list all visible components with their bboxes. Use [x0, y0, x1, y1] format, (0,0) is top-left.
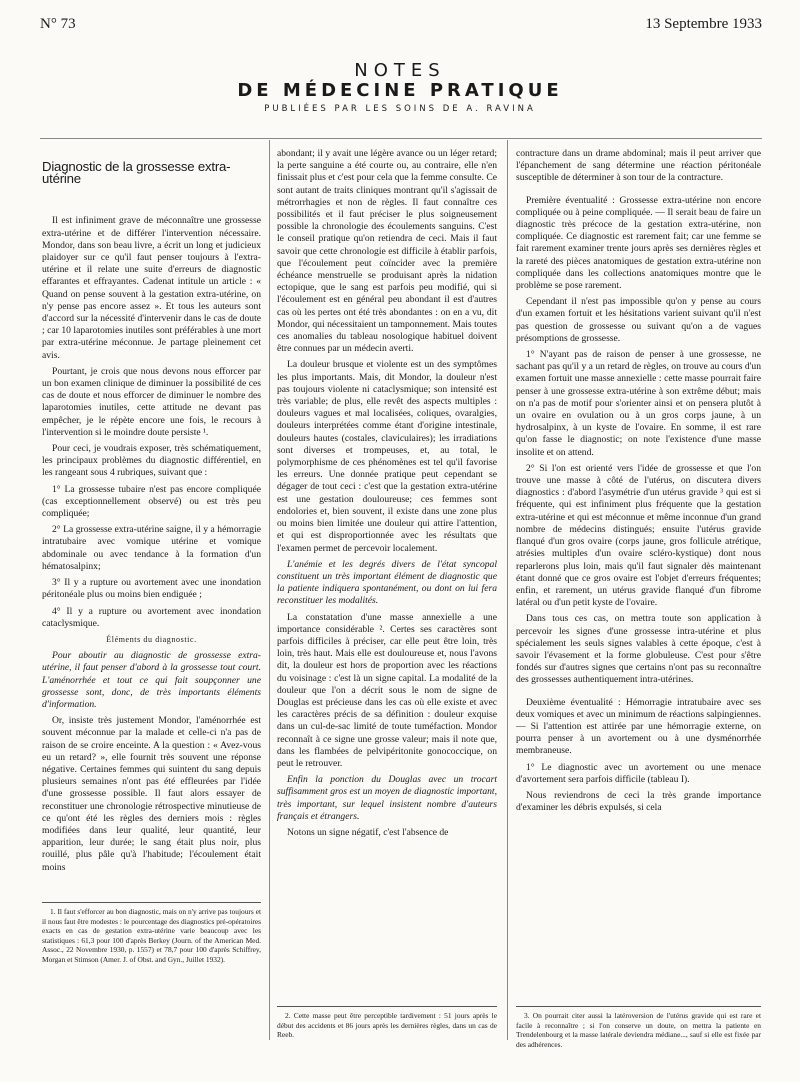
section-heading: Éléments du diagnostic.	[106, 634, 197, 644]
article-title: Diagnostic de la grossesse extra-utérine	[42, 159, 231, 187]
column-3	[516, 148, 761, 818]
paragraph: 2° La grossesse extra-utérine saigne, il y a hémorragie intratubaire avec vomique utérine et vomique abdominale ou avec tendance à la formation d'un hématosalpinx;	[42, 524, 261, 572]
masthead-line2: DE MÉDECINE PRATIQUE	[237, 80, 563, 101]
footnote-text: 2. Cette masse peut être perceptible tardivement : 51 jours après le début des accidents et 86 jours après les dernières règles, dans un cas de Reeb.	[277, 1011, 497, 1040]
issue-number: N° 73	[40, 16, 76, 32]
paragraph: 2° Si l'on est orienté vers l'idée de grossesse et que l'on trouve une masse à côté de l'utérus, on discutera divers diagnostics : d'abord l'asymétrie d'un utérus gravide ³ qui est si fréquente, qui est infiniment plus fréquente que la gestation extra-utérine et qui est méconnue et même inconnue d'un grand nombre de médecins distingués; ensuite l'utérus gravide flanqué d'un gros ovaire (corps jaune, gros follicule atrétique, atrésies multiples d'un ovaire scléro-kystique) dont nous reparlerons plus loin, mais qu'il faut signaler dès maintenant étant donné que ce gros ovaire est l'objet d'erreurs fréquentes; enfin, et rarement, un utérus gravide flanqué d'un fibrome latéral ou d'un petit kyste de l'ovaire.	[516, 462, 761, 609]
paragraph: L'anémie et les degrés divers de l'état syncopal constituent un très important élément de diagnostic que la patiente indiquera spontanément, ou dont on lui fera reconstituer les modalités.	[277, 558, 497, 607]
paragraph: Il est infiniment grave de méconnaître une grossesse extra-utérine et de différer l'intervention nécessaire. Mondor, dans son beau livre, a écrit un long et judicieux plaidoyer sur ce qu'il faut penser toujours à l'extra-utérine et il relate une suite d'erreurs de diagnostic effarantes et effrayantes. Cadenat intitule un article : « Quand on pense souvent à la gestation extra-utérine, on n'y pense pas encore assez ». Et tous les auteurs sont d'accord sur la nécessité d'intervenir dans le cas de doute ; car 10 laparotomies inutiles sont préférables à une mort par extra-utérine méconnue. Je partage pleinement cet avis.	[42, 215, 261, 361]
paragraph: 3° Il y a rupture ou avortement avec une inondation péritonéale plus ou moins bien endiguée ;	[42, 577, 261, 601]
footnote-2	[277, 1006, 497, 1040]
paragraph: La constatation d'une masse annexielle a une importance considérable ². Certes ses caractères sont parfois difficiles à préciser, car elle peut être loin, très loin, très haut. Mais elle est douloureuse et, nous l'avons dit, la douleur est hors de proportion avec les réactions du voisinage : c'est là un signe capital. La modalité de la douleur que l'on a décrit sous le nom de signe de Douglas est précieuse dans les cas où elle existe et avec les caractères précis de sa définition : douleur exquise dans un cul-de-sac limité de toute tuméfaction. Mondor reconnaît à ce signe une grosse valeur; mais il note que, dans les flambées de pelvipéritonite gonococcique, on peut le retrouver.	[277, 611, 497, 769]
paragraph: Cependant il n'est pas impossible qu'on y pense au cours d'un examen fortuit et les hésitations varient suivant qu'il n'est pas question de grossesse ou suivant qu'on a de vagues présomptions de grossesse.	[516, 296, 761, 344]
paragraph: Notons un signe négatif, c'est l'absence de	[287, 826, 449, 838]
paragraph: Enfin la ponction du Douglas avec un trocart suffisamment gros est un moyen de diagnostic important, très important, sur lequel insistent nombre d'auteurs français et étrangers.	[277, 774, 497, 822]
paragraph: 1° Le diagnostic avec un avortement ou une menace d'avortement sera parfois difficile (tableau I).	[516, 761, 761, 785]
paragraph: Pour ceci, je voudrais exposer, très schématiquement, les principaux problèmes du diagnostic différentiel, en les rangeant sous 4 rubriques, suivant que :	[42, 443, 261, 479]
paragraph: Deuxième éventualité : Hémorragie intratubaire avec ses deux vomiques et avec un minimum de réactions salpingiennes. — Si l'attention est attirée par une hémorragie externe, on pourra penser à un avortement ou à une dysménorrhée membraneuse.	[516, 696, 761, 757]
issue-date: 13 Septembre 1933	[645, 16, 762, 32]
footnote-text: 3. On pourrait citer aussi la latéroversion de l'utérus gravide qui est rare et facile à reconnaître ; si l'on conserve un doute, on mettra la patiente en Trendelenbourg et la masse latérale deviendra médiane..., sauf si elle est fixée par des adhérences.	[516, 1011, 761, 1049]
paragraph: Pourtant, je crois que nous devons nous efforcer par un bon examen clinique de diminuer la possibilité de ces cas de doute et nous efforcer de diminuer le nombre des laparotomies inutiles, cette attitude ne devant pas empêcher, je le répète encore une fois, le recours à l'intervention si le moindre doute persiste ¹.	[42, 365, 261, 438]
footnote-1	[42, 902, 261, 965]
column-rule	[269, 140, 270, 1040]
paragraph: abondant; il y avait une légère avance ou un léger retard; la perte sanguine a été courte ou, au contraire, elle n'en finissait plus et c'est pour cela que la femme consulte. Ce sont autant de traits cliniques montrant qu'il s'agissait de métrorrhagies et non de règles. Il faut connaître ces possibilités et il faut préciser le plus soigneusement possible la chronologie des écoulements sanguins. C'est le conseil pratique qu'on retiendra de ceci. Mais il faut savoir que cette chronologie est difficile à établir parfois, que l'écoulement peut coïncider avec la première échéance menstruelle se produisant après la nidation ectopique, que le sang est parfois peu modifié, qui si l'écoulement est en général peu abondant il est d'autres cas où les pertes ont été très abondantes : on en a vu, dit Mondor, qui nécessitaient un tamponnement. Mais toutes ces anomalies du tableau nosologique habituel doivent être connues par un médecin averti.	[277, 148, 497, 355]
paragraph: 1° La grossesse tubaire n'est pas encore compliquée (cas exceptionnellement observé) ou est très peu compliquée;	[42, 483, 261, 520]
masthead-line3: PUBLIÉES PAR LES SOINS DE A. RAVINA	[264, 104, 536, 114]
paragraph: Première éventualité : Grossesse extra-utérine non encore compliquée ou à peine compliquée. — Il serait beau de faire un diagnostic très précoce de la gestation extra-utérine, non compliquée. Ce diagnostic est rarement fait; car une femme se fait rarement examiner trente jours après ses dernières règles et la rareté des pièces anatomiques de gestation extra-utérine non compliquée dans les collections anatomiques montre que le problème se pose rarement.	[516, 194, 761, 292]
column-2	[277, 148, 497, 843]
masthead-line1: NOTES	[354, 60, 446, 81]
paragraph: La douleur brusque et violente est un des symptômes les plus importants. Mais, dit Mondor, la douleur n'est pas toujours violente ni cataclysmique; son intensité est très variable; de plus, elle revêt des aspects multiples : douleurs vagues et mal localisées, coliques, ovaralgies, douleurs interprétées comme étant d'origine intestinale, douleurs hautes (costales, claviculaires); les irradiations sont diverses et trompeuses, et, au total, le polymorphisme de ces phénomènes est tel qu'il favorise les erreurs. Une donnée pratique peut cependant se dégager de tout ceci : c'est que la gestation extra-utérine est une gestation douloureuse; ces femmes sont endolories et, bien souvent, il existe dans une zone plus ou moins bien limitée une douleur qui attire l'attention, et qui est disproportionnée avec les résultats que l'examen permet de percevoir localement.	[277, 359, 497, 554]
footnote-text: 1. Il faut s'efforcer au bon diagnostic, mais on n'y arrive pas toujours et il nous faut être modestes : le pourcentage des diagnostics pré-opératoires exacts en cas de gestation extra-utérine varie beaucoup avec les statistiques : 61,3 pour 100 d'après Berkey (Journ. of the American Med. Assoc., 22 Novembre 1930, p. 1557) et 78,7 pour 100 d'après Schiffrey, Morgan et Stimson (Amer. J. of Obst. and Gyn., Juillet 1932).	[42, 907, 261, 964]
paragraph: 4° Il y a rupture ou avortement avec inondation cataclysmique.	[42, 605, 261, 629]
paragraph: contracture dans un drame abdominal; mais il peut arriver que l'épanchement de sang détermine une réaction péritonéale susceptible de déterminer à son tour de la contracture.	[516, 148, 761, 184]
footnote-3	[516, 1006, 761, 1049]
column-1	[42, 148, 261, 878]
paragraph: Nous reviendrons de ceci la très grande importance d'examiner les débris expulsés, si cela	[516, 789, 761, 814]
paragraph: Pour aboutir au diagnostic de grossesse extra-utérine, il faut penser d'abord à la grossesse tout court. L'aménorrhée et tout ce qui fait soupçonner une grossesse sont, donc, de très importants éléments d'information.	[42, 650, 261, 710]
top-rule	[40, 138, 762, 139]
column-rule	[507, 140, 508, 1040]
paragraph: 1° N'ayant pas de raison de penser à une grossesse, ne sachant pas qu'il y a un retard de règles, on trouve au cours d'un examen fortuit une masse annexielle : cette masse pourrait faire penser à une grossesse extra-utérine à son extrême début; mais on n'a pas de motif pour s'orienter ainsi et on pensera plutôt à un ovaire en ovulation ou à un gros corps jaune, à un hydrosalpinx, à un kyste de l'ovaire. En somme, il est rare qu'on fasse le diagnostic; on note l'existence d'une masse insolite et on attend.	[516, 349, 761, 458]
paragraph: Or, insiste très justement Mondor, l'aménorrhée est souvent méconnue par la malade et celle-ci n'a pas de raison de se croire enceinte. A la question : « Avez-vous eu un retard? », elle fournit très souvent une réponse négative. Certaines femmes qui suintent du sang depuis plusieurs semaines n'ont pas été effleurées par l'idée d'une grossesse possible. Il faut alors essayer de reconstituer une chronologie rétrospective minutieuse de ce qu'ont été les règles des derniers mois : règles modifiées dans leur qualité, leur quantité, leur apparition, leur durée; le sang était plus noir, plus rouillé, plus pâle qu'à l'habitude; l'écoulement était moins	[42, 715, 261, 873]
paragraph: Dans tous ces cas, on mettra toute son application à percevoir les signes d'une grossesse intra-utérine et plus spécialement les seuls signes valables à cette époque, c'est à savoir l'évasement et la forme globuleuse. C'est pour s'être fondés sur d'autres signes que certains n'ont pas su reconnaître des grossesses authentiquement intra-utérines.	[516, 613, 761, 686]
